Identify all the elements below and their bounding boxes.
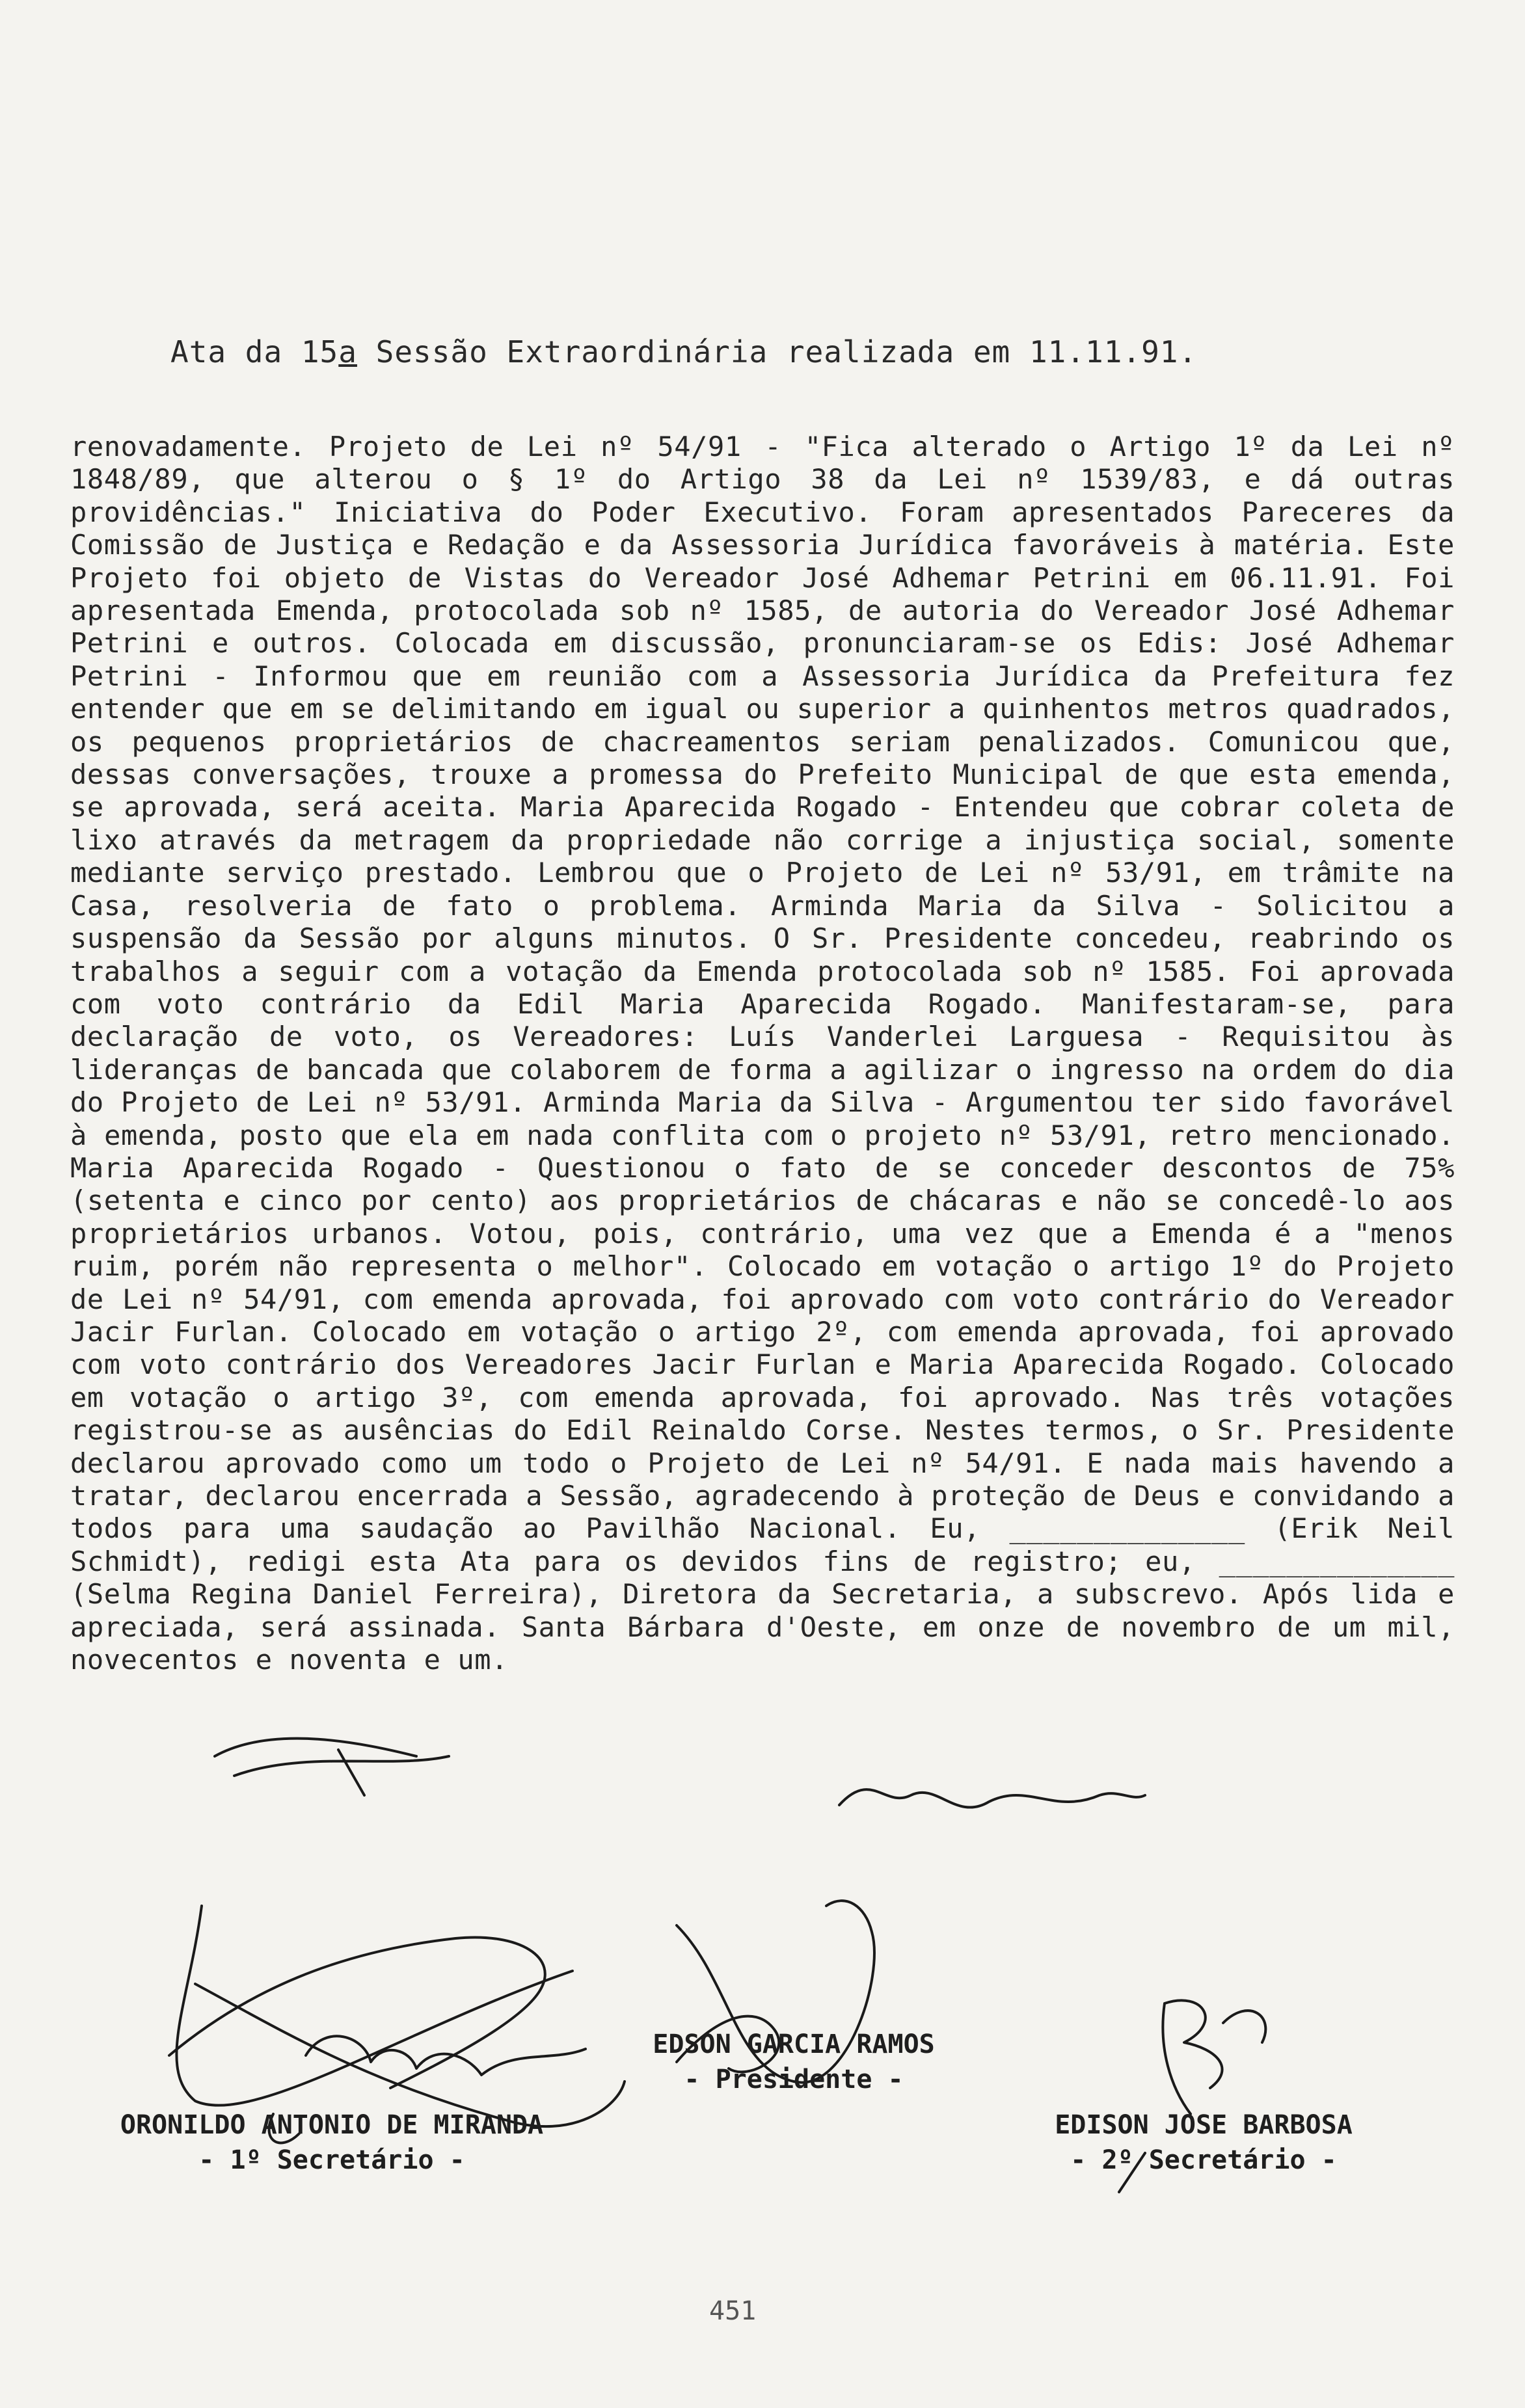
minutes-paragraph: renovadamente. Projeto de Lei nº 54/91 - "Fica alterado o Artigo 1º da Lei nº 1848/89, que alterou o § 1º do Artigo 38 da Lei nº 1539/83, e dá outras providências." Iniciativa do Poder Executivo. Foram apresentados Pareceres da Comissão de Justiça e Redação e da Assessoria Jurídica favoráveis à matéria. Este Projeto foi objeto de Vistas do Vereador José Adhemar Petrini em 06.11.91. Foi apresentada Emenda, protocolada sob nº 1585, de autoria do Vereador José Adhemar Petrini e outros. Colocada em discussão, pronunciaram-se os Edis: José Adhemar Petrini - Informou que em reunião com a Assessoria Jurídica da Prefeitura fez entender que em se delimitando em igual ou superior a quinhentos metros quadrados, os pequenos proprietários de chacreamentos seriam penalizados. Comunicou que, dessas conversações, trouxe a promessa do Prefeito Municipal de que esta emenda, se aprovada, será aceita. Maria Aparecida Rogado - Entendeu que cobrar coleta de lixo através da metragem da propriedade não corrige a injustiça social, somente mediante serviço prestado. Lembrou que o Projeto de Lei nº 53/91, em trâmite na Casa, resolveria de fato o problema. Arminda Maria da Silva - Solicitou a suspensão da Sessão por alguns minutos. O Sr. Presidente concedeu, reabrindo os trabalhos a seguir com a votação da Emenda protocolada sob nº 1585. Foi aprovada com voto contrário da Edil Maria Aparecida Rogado. Manifestaram-se, para declaração de voto, os Vereadores: Luís Vanderlei Larguesa - Requisitou às lideranças de bancada que colaborem de forma a agilizar o ingresso na ordem do dia do Projeto de Lei nº 53/91. Arminda Maria da Silva - Argumentou ter sido favorável à emenda, posto que ela em nada conflita com o projeto nº 53/91, retro mencionado. Maria Aparecida Rogado - Questionou o fato de se conceder descontos de 75% (setenta e cinco por cento) aos proprietários de chácaras e não se concedê-lo aos proprietários urbanos. Votou, pois, contrário, uma vez que a Emenda é a "menos ruim, porém não representa o melhor". Colocado em votação o artigo 1º do Projeto de Lei nº 54/91, com emenda aprovada, foi aprovado com voto contrário do Vereador Jacir Furlan. Colocado em votação o artigo 2º, com emenda aprovada, foi aprovado com voto contrário dos Vereadores Jacir Furlan e Maria Aparecida Rogado. Colocado em votação o artigo 3º, com emenda aprovada, foi aprovado. Nas três votações registrou-se as ausências do Edil Reinaldo Corse. Nestes termos, o Sr. Presidente declarou aprovado como um todo o Projeto de Lei nº 54/91. E nada mais havendo a tratar, declarou encerrada a Sessão, agradecendo à proteção de Deus e convidando a todos para uma saudação ao Pavilhão Nacional. Eu, ______________ (Erik Neil Schmidt), redigi esta Ata para os devidos fins de registro; eu, ______________ (Selma Regina Daniel Ferreira), Diretora da Secretaria, a subscrevo. Após lida e apreciada, será assinada. Santa Bárbara d'Oeste, em onze de novembro de um mil, novecentos e noventa e um. — [70, 431, 1455, 1676]
president-name: EDSON GARCIA RAMOS — [653, 2029, 935, 2059]
second-secretary-role: - 2º Secretário - — [1070, 2145, 1337, 2175]
title-ordinal: a — [338, 334, 357, 369]
first-secretary-signature-block — [98, 2110, 566, 2175]
second-secretary-signature-block — [1002, 2110, 1405, 2175]
first-secretary-role: - 1º Secretário - — [198, 2145, 465, 2175]
president-signature-block — [560, 2029, 1028, 2094]
first-secretary-name: ORONILDO ANTONIO DE MIRANDA — [120, 2110, 544, 2140]
page-number: 451 — [709, 2296, 757, 2326]
title-suffix: Sessão Extraordinária realizada em 11.11.91. — [357, 334, 1198, 369]
president-role: - Presidente - — [684, 2065, 904, 2094]
second-secretary-name: EDISON JOSE BARBOSA — [1055, 2110, 1353, 2140]
title-prefix: Ata da 15 — [170, 334, 339, 369]
